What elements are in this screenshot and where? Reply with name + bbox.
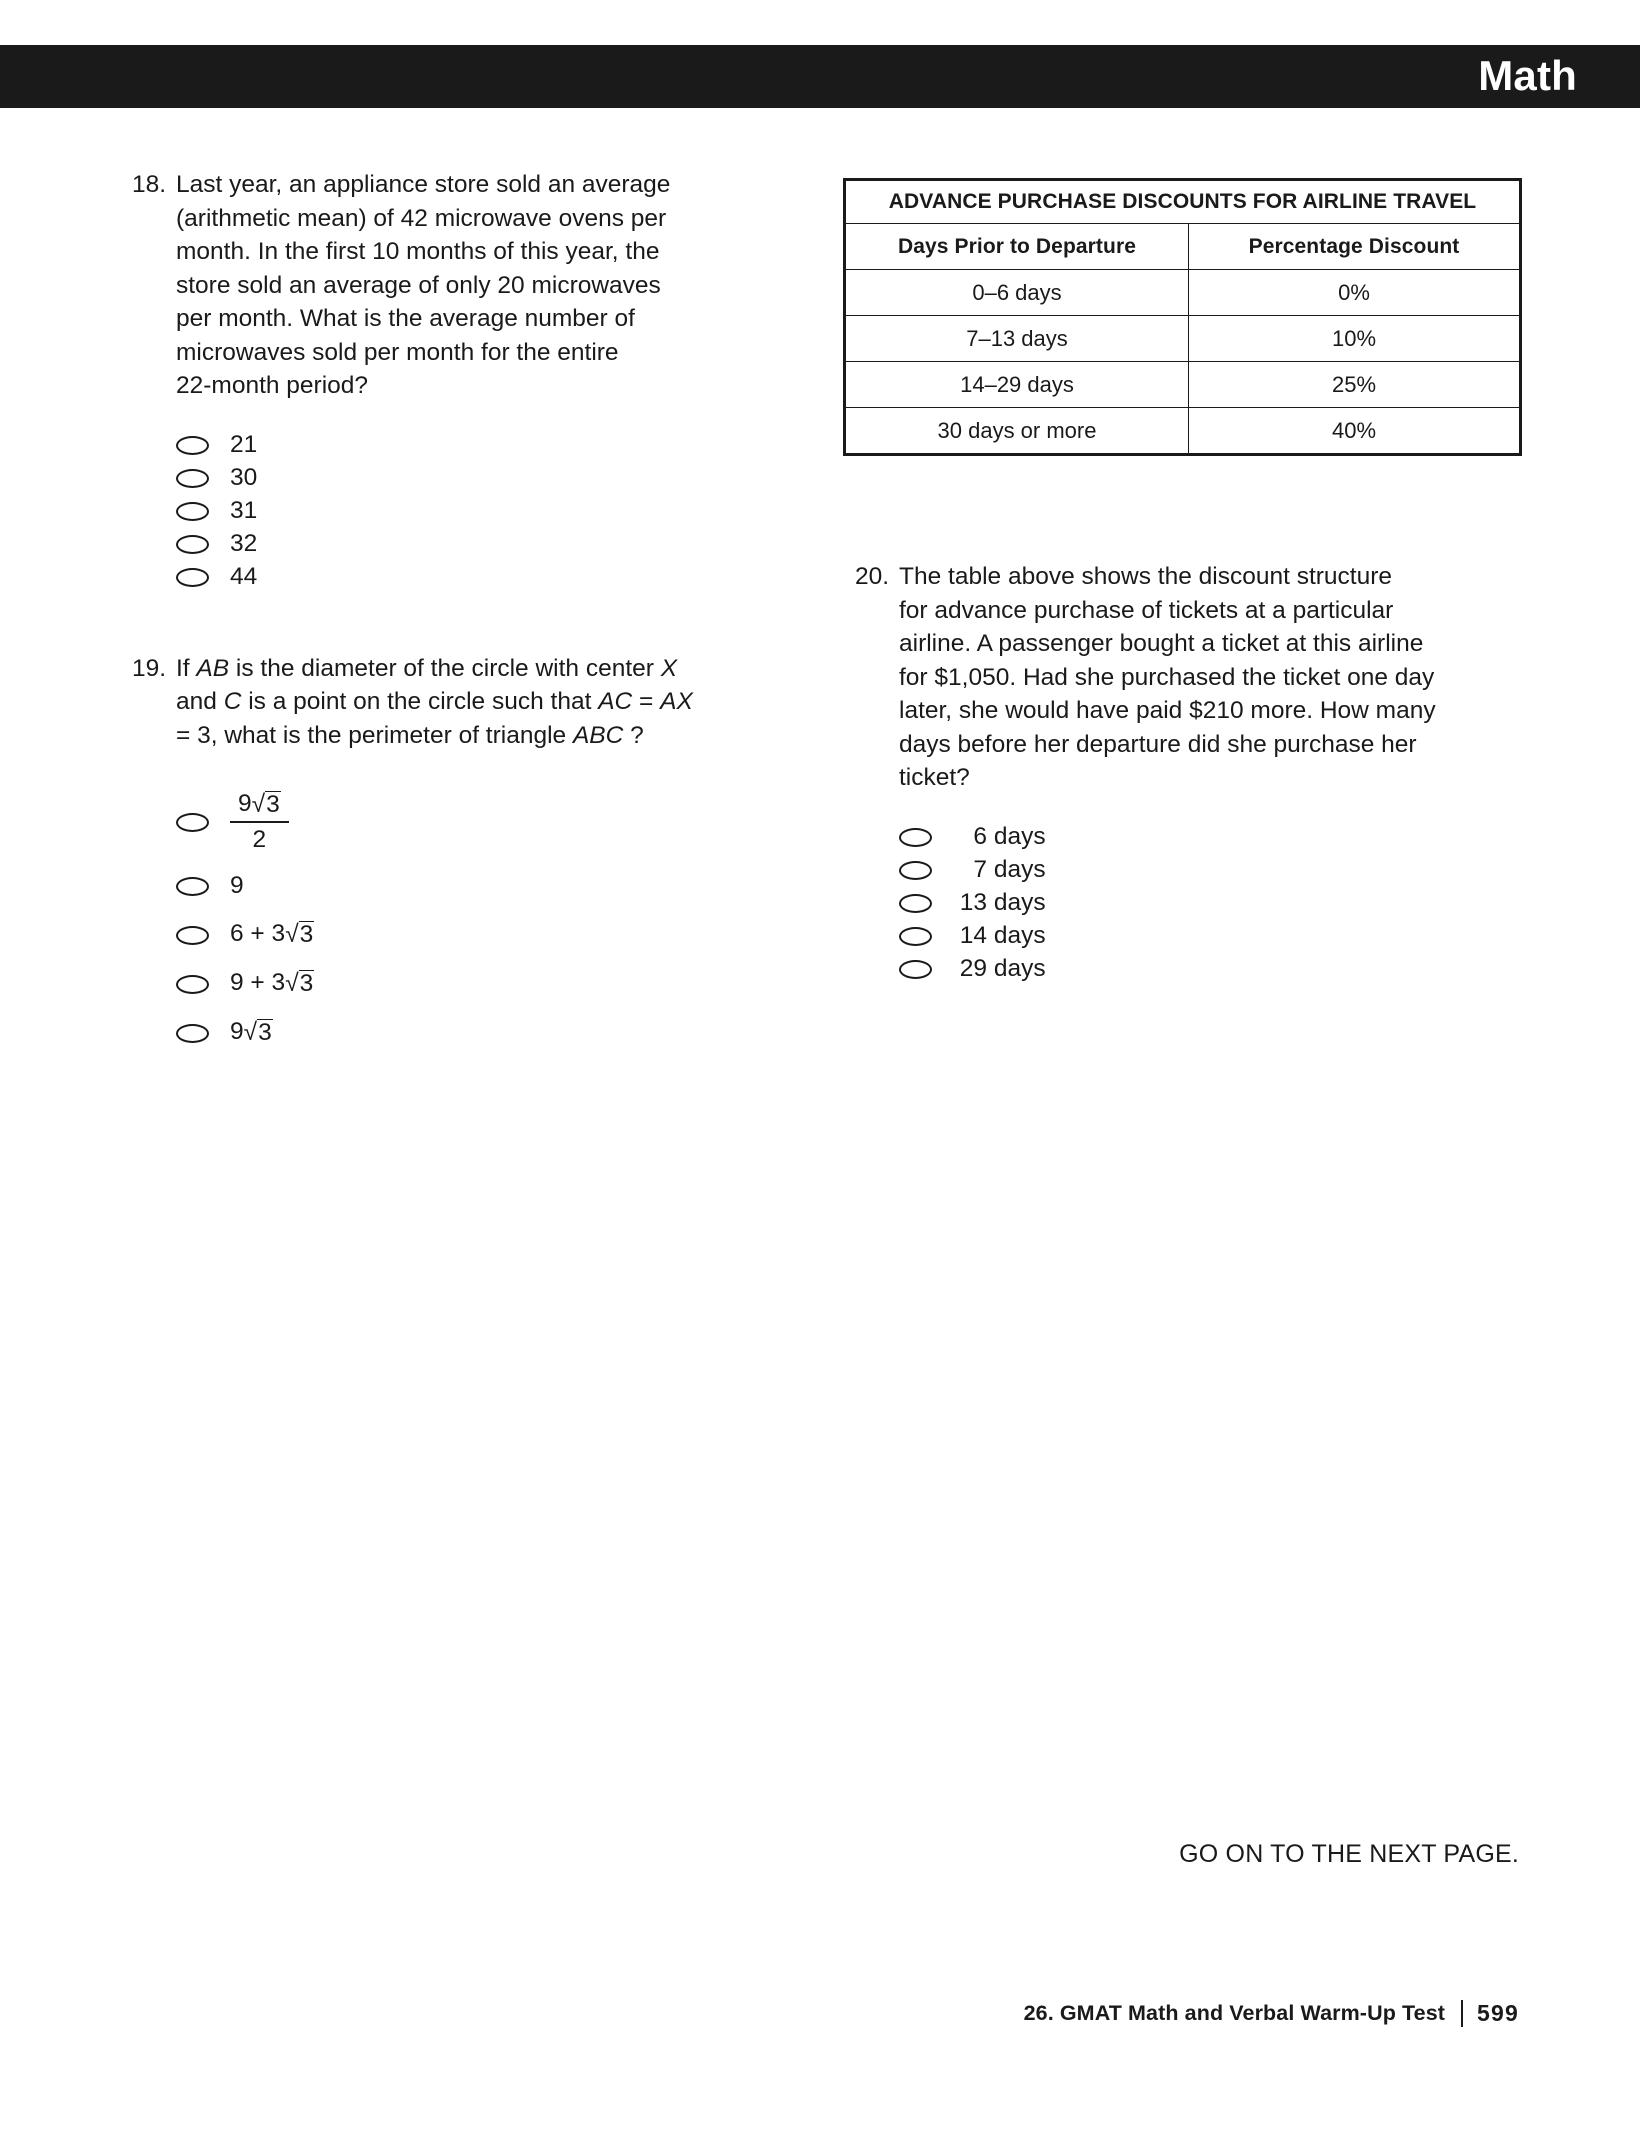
answer-choice[interactable] (899, 920, 1533, 953)
answer-choice-label (949, 888, 1099, 916)
answer-choice-number: 13 (959, 888, 987, 916)
go-on-to-next-page-notice: GO ON TO THE NEXT PAGE. (1179, 1840, 1519, 1868)
table-row (845, 316, 1521, 362)
answer-choice-unit: days (993, 822, 1046, 850)
fraction-numerator (230, 791, 289, 822)
question-18-line: store sold an average of only 20 microwaves (176, 271, 661, 299)
page-title: Math (1478, 51, 1577, 99)
answer-bubble-icon[interactable] (176, 535, 209, 554)
radical-sign-icon: √ (285, 970, 299, 998)
right-column (843, 178, 1533, 986)
answer-choice-unit: days (993, 954, 1046, 982)
text-run: is a point on the circle such that (241, 688, 599, 715)
question-20-number: 20. (854, 563, 889, 590)
answer-choice-label: 30 (230, 463, 258, 491)
answer-bubble-icon[interactable] (899, 828, 932, 847)
question-19-line (176, 652, 740, 686)
answer-bubble-icon[interactable] (176, 926, 209, 945)
radical-sign-icon: √ (243, 1019, 258, 1047)
question-20-line: for advance purchase of tickets at a particular (899, 596, 1394, 624)
answer-choice-label (949, 921, 1099, 949)
table-row (845, 270, 1521, 316)
answer-choice[interactable] (899, 821, 1533, 854)
question-19-choices (176, 782, 740, 1058)
table-title-row (845, 180, 1521, 224)
table-cell-days: 0–6 days (845, 270, 1189, 316)
question-18-text (176, 168, 740, 403)
question-18 (120, 168, 740, 594)
radical-expression (244, 1020, 273, 1047)
question-20 (843, 560, 1533, 986)
page-number: 599 (1477, 2000, 1519, 2026)
left-column (120, 168, 740, 1058)
text-run: = 3, what is the perimeter of triangle (176, 721, 573, 749)
answer-bubble-icon[interactable] (899, 960, 932, 979)
question-18-line: month. In the first 10 months of this year, the (176, 238, 660, 265)
numerator-coefficient: 9 (238, 789, 252, 817)
answer-choice[interactable] (176, 495, 740, 528)
math-variable: X (660, 654, 678, 682)
math-variable: ABC (572, 721, 624, 749)
answer-choice-unit: days (993, 921, 1046, 949)
answer-bubble-icon[interactable] (176, 568, 209, 587)
answer-bubble-icon[interactable] (176, 436, 209, 455)
answer-bubble-icon[interactable] (176, 975, 209, 994)
question-19 (120, 652, 740, 1059)
question-18-line: microwaves sold per month for the entire (176, 338, 619, 366)
radicand-value: 3 (299, 970, 314, 998)
expression-prefix: 6 + 3 (230, 920, 286, 948)
table-cell-days: 30 days or more (845, 408, 1189, 455)
advance-purchase-discount-table (843, 178, 1522, 456)
table-cell-discount: 0% (1189, 270, 1521, 316)
answer-bubble-icon[interactable] (899, 894, 932, 913)
page-footer (1024, 2000, 1519, 2027)
math-variable: AX (660, 688, 693, 715)
footer-chapter-label: 26. GMAT Math and Verbal Warm-Up Test (1023, 2001, 1446, 2025)
radical-expression (252, 792, 281, 819)
radical-sign-icon: √ (251, 790, 266, 818)
answer-choice-number: 14 (959, 921, 987, 949)
answer-choice-label: 44 (230, 562, 258, 590)
answer-choice-unit: days (993, 855, 1046, 883)
question-20-choices (899, 821, 1533, 986)
answer-bubble-icon[interactable] (176, 1024, 209, 1043)
question-18-number: 18. (131, 171, 166, 198)
answer-choice[interactable] (176, 960, 740, 1009)
question-18-line: Last year, an appliance store sold an average (176, 171, 671, 198)
text-run: and (176, 688, 224, 715)
answer-choice-label (230, 922, 314, 949)
table-title: ADVANCE PURCHASE DISCOUNTS FOR AIRLINE TRAVEL (845, 180, 1521, 224)
fraction-denominator: 2 (252, 826, 267, 854)
question-18-line: 22-month period? (176, 372, 369, 399)
radical-sign-icon: √ (285, 921, 299, 949)
answer-choice-label (230, 971, 314, 998)
answer-bubble-icon[interactable] (899, 861, 932, 880)
math-variable: C (223, 688, 242, 715)
table-column-header: Days Prior to Departure (845, 224, 1189, 270)
answer-choice-label (949, 822, 1099, 850)
question-19-line (176, 719, 740, 753)
radical-expression (285, 922, 314, 949)
radicand-value: 3 (258, 1019, 272, 1047)
answer-choice[interactable] (176, 528, 740, 561)
answer-choice[interactable] (176, 561, 740, 594)
answer-choice[interactable] (176, 862, 740, 911)
question-19-number: 19. (131, 654, 166, 682)
math-variable: AC (598, 688, 633, 715)
table-cell-days: 7–13 days (845, 316, 1189, 362)
page-header-bar (0, 45, 1640, 108)
question-20-line: The table above shows the discount structure (899, 563, 1393, 590)
table-cell-discount: 25% (1189, 362, 1521, 408)
answer-choice[interactable] (176, 429, 740, 462)
answer-bubble-icon[interactable] (899, 927, 932, 946)
table-column-header: Percentage Discount (1189, 224, 1521, 270)
question-20-line: later, she would have paid $210 more. How many (899, 697, 1436, 724)
question-18-choices (176, 429, 740, 594)
answer-choice-number: 7 (973, 855, 987, 883)
answer-choice-label: 9 (230, 872, 244, 900)
answer-bubble-icon[interactable] (176, 502, 209, 521)
question-19-text (176, 652, 740, 753)
text-run: is the diameter of the circle with center (229, 654, 661, 682)
answer-choice-unit: days (993, 888, 1046, 916)
answer-choice[interactable] (176, 1009, 740, 1058)
answer-choice[interactable] (176, 911, 740, 960)
table-cell-days: 14–29 days (845, 362, 1189, 408)
answer-bubble-icon[interactable] (176, 877, 209, 896)
answer-choice[interactable] (176, 782, 740, 862)
table-cell-discount: 10% (1189, 316, 1521, 362)
answer-choice-label (230, 1020, 273, 1047)
question-20-line: for $1,050. Had she purchased the ticket one day (899, 663, 1435, 691)
expression-prefix: 9 + 3 (230, 969, 286, 997)
table-row (845, 362, 1521, 408)
question-19-line (176, 685, 740, 719)
answer-choice[interactable] (899, 854, 1533, 887)
answer-choice[interactable] (176, 462, 740, 495)
footer-divider (1461, 2000, 1463, 2027)
answer-choice-label: 32 (230, 529, 258, 557)
answer-choice-label (949, 954, 1099, 982)
text-run: = (632, 688, 661, 715)
table-header-row (845, 224, 1521, 270)
answer-choice[interactable] (899, 887, 1533, 920)
answer-choice[interactable] (899, 953, 1533, 986)
answer-choice-label: 21 (230, 430, 258, 458)
math-variable: AB (196, 654, 230, 682)
answer-choice-label (949, 855, 1099, 883)
table-row (845, 408, 1521, 455)
answer-bubble-icon[interactable] (176, 813, 209, 832)
question-20-text (899, 560, 1533, 795)
radicand-value: 3 (266, 790, 280, 818)
text-run: If (176, 654, 197, 682)
question-18-line: (arithmetic mean) of 42 microwave ovens per (176, 204, 667, 232)
answer-choice-fraction (230, 791, 289, 853)
question-20-line: airline. A passenger bought a ticket at this airline (899, 630, 1424, 657)
answer-choice-number: 29 (959, 954, 987, 982)
table-cell-discount: 40% (1189, 408, 1521, 455)
question-20-line: days before her departure did she purchase her (899, 730, 1417, 758)
question-18-line: per month. What is the average number of (176, 305, 635, 332)
expression-prefix: 9 (230, 1018, 244, 1046)
text-run: ? (623, 721, 644, 749)
radicand-value: 3 (299, 921, 314, 949)
answer-choice-label: 31 (230, 496, 258, 524)
question-20-line: ticket? (899, 764, 970, 791)
radical-expression (285, 971, 314, 998)
answer-bubble-icon[interactable] (176, 469, 209, 488)
answer-choice-number: 6 (973, 822, 987, 850)
